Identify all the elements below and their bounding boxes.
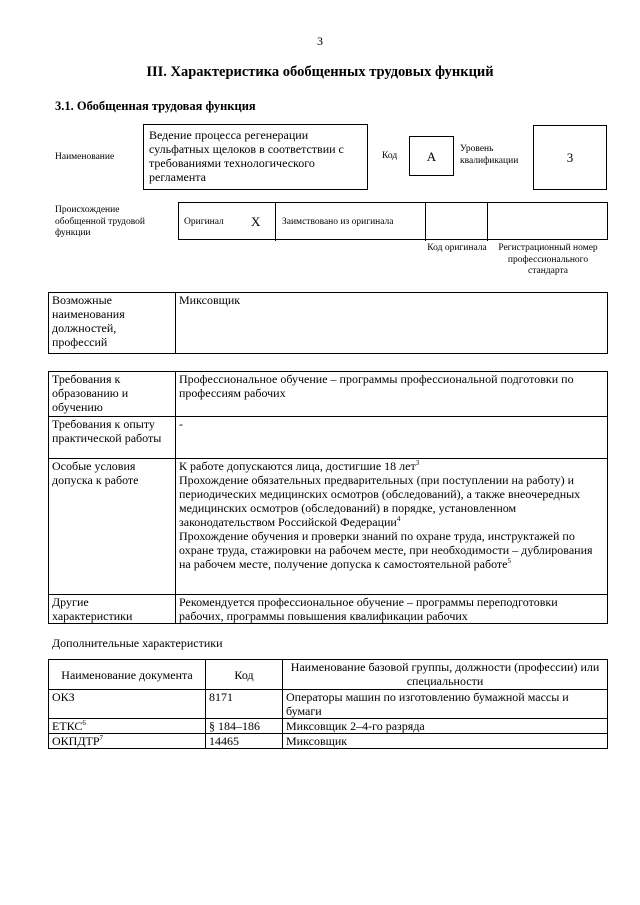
original-mark: X: [251, 214, 261, 229]
code-box: [409, 136, 454, 176]
name-label: Наименование: [55, 152, 115, 162]
borrowed-label: Заимствовано из оригинала: [282, 217, 394, 227]
table-row: ОКПДТР$^7$ 14465 Миксовщик: [49, 734, 608, 749]
positions-label: Возможные наименования должностей, профессий: [49, 293, 176, 354]
level-label: Уровень квалификации: [460, 144, 519, 166]
education-label: Требования к образованию и обучению: [49, 372, 176, 417]
code-value: А: [426, 149, 437, 164]
conditions-label: Особые условия допуска к работе: [49, 459, 176, 595]
section-title: III. Характеристика обобщенных трудовых функций: [146, 64, 494, 80]
condition-medical: Прохождение обязательных предварительных (при поступлении на работу) и периодических медицинских осмотров (обследований), а также внеочередных медицинских осмотров (обследований) в порядке, установленном законодательством Российской Федерации$^4$: [179, 473, 581, 529]
experience-value: -: [176, 417, 608, 459]
condition-safety-training: Прохождение обучения и проверки знаний по охране труда, инструктажей по охране труда, стажировки на рабочем месте, при необходимости – дублирования на рабочем месте, получение допуска к самостоятельной работе$^5$: [179, 529, 593, 571]
origin-label: Происхождение обобщенной трудовой функции: [55, 205, 145, 238]
col-doc-header: Наименование документа: [49, 660, 206, 690]
code-label: Код: [382, 151, 398, 161]
requirements-table: [48, 371, 608, 624]
positions-value: Миксовщик: [176, 293, 608, 354]
table-row: ЕТКС$^6$ § 184–186 Миксовщик 2–4-го разряда: [49, 719, 608, 734]
function-name-box: [143, 124, 368, 190]
level-value: 3: [566, 150, 574, 165]
experience-label: Требования к опыту практической работы: [49, 417, 176, 459]
col-code-header: Код: [206, 660, 283, 690]
function-name: Ведение процесса регенерации сульфатных щелоков в соответствии с требованиями технологического регламента: [149, 128, 344, 184]
conditions-value: [176, 459, 608, 595]
subsection-title: 3.1. Обобщенная трудовая функция: [55, 99, 256, 113]
page-number: 3: [317, 34, 323, 48]
education-value: Профессиональное обучение – программы профессиональной подготовки по профессиям рабочих: [176, 372, 608, 417]
caption-code-original: Код оригинала: [427, 243, 487, 253]
original-label: Оригинал: [184, 217, 224, 227]
other-value: Рекомендуется профессиональное обучение – программы переподготовки рабочих, программы повышения квалификации рабочих: [176, 595, 608, 624]
additional-table: [48, 659, 608, 749]
additional-title: Дополнительные характеристики: [52, 636, 223, 650]
condition-age: К работе допускаются лица, достигшие 18 лет$^3$: [179, 459, 420, 473]
level-box: [533, 125, 607, 190]
other-label: Другие характеристики: [49, 595, 176, 624]
table-row: ОКЗ 8171 Операторы машин по изготовлению бумажной массы и бумаги: [49, 690, 608, 719]
caption-registration-number: Регистрационный номер профессионального стандарта: [498, 243, 598, 276]
origin-table: [178, 202, 608, 240]
positions-table: [48, 292, 608, 354]
col-name-header: Наименование базовой группы, должности (профессии) или специальности: [283, 660, 608, 690]
